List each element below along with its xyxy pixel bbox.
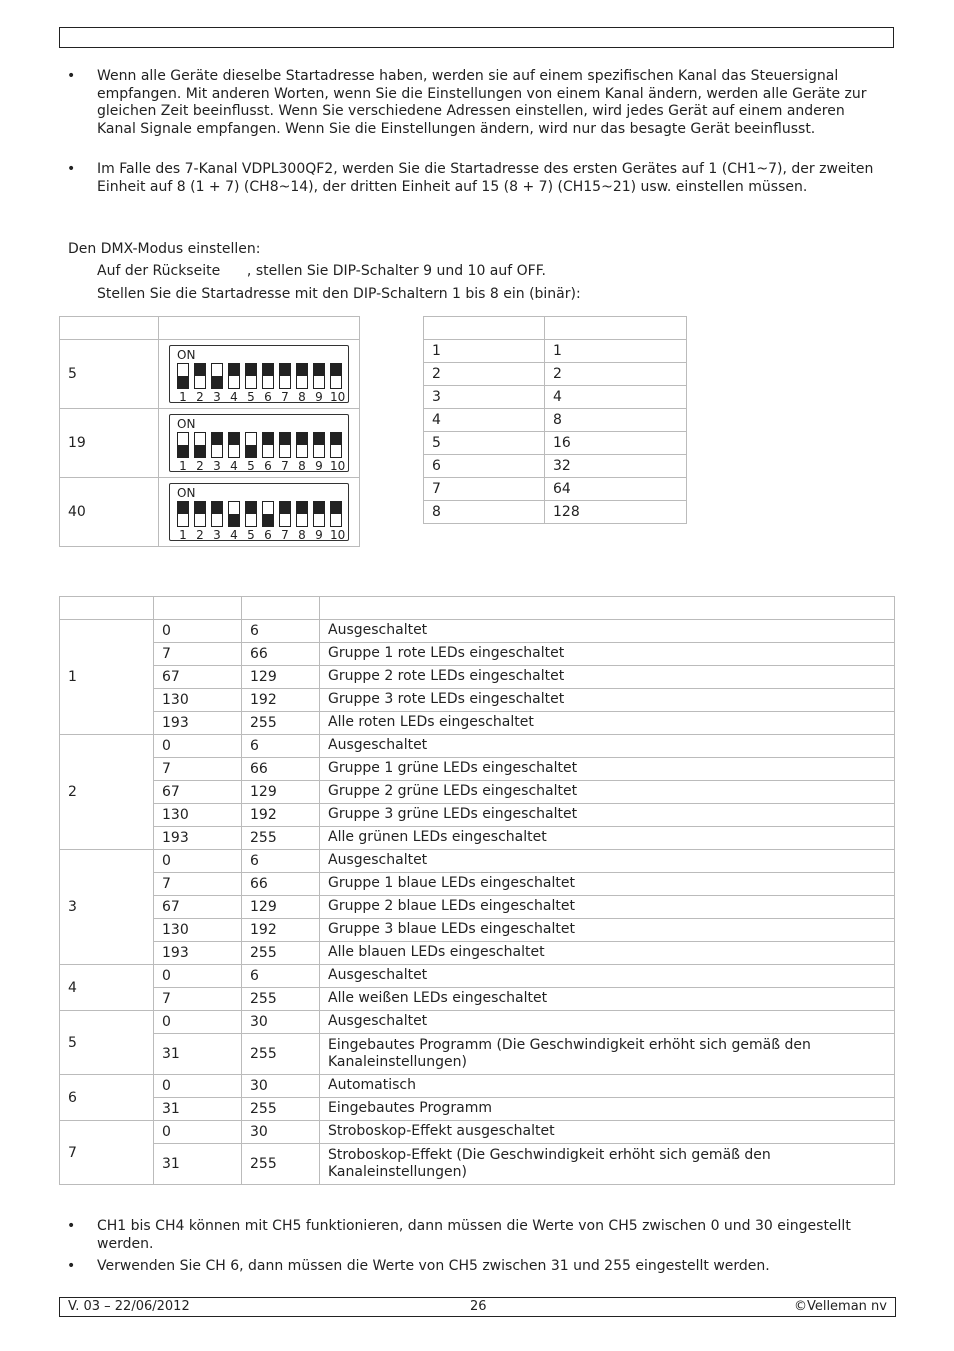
table-header-cell xyxy=(154,597,242,620)
table-header-cell xyxy=(242,597,320,620)
table-row xyxy=(424,501,687,524)
dip-switch-number: 4 xyxy=(230,459,238,473)
dip-switch xyxy=(262,363,274,389)
dip-switch-knob xyxy=(246,502,256,514)
switch-number-cell: 1 xyxy=(424,340,545,363)
dip-switch xyxy=(296,363,308,389)
table-row xyxy=(60,988,895,1011)
channel-cell: 5 xyxy=(60,1011,154,1075)
switch-value-cell: 128 xyxy=(545,501,687,524)
value-from-cell: 130 xyxy=(154,689,242,712)
table-row xyxy=(60,478,360,547)
bullet-icon: • xyxy=(67,1258,76,1274)
function-cell: Eingebautes Programm xyxy=(320,1098,895,1121)
dip-switch xyxy=(279,363,291,389)
dip-on-label: ON xyxy=(177,417,196,431)
dip-switch-number: 2 xyxy=(196,528,204,542)
table-row xyxy=(60,735,895,758)
dip-switch-number: 8 xyxy=(298,459,306,473)
dip-switch-knob xyxy=(246,364,256,376)
dip-switch-number: 2 xyxy=(196,390,204,404)
table-row xyxy=(424,455,687,478)
bullet-text: Verwenden Sie CH 6, dann müssen die Werte von CH5 zwischen 31 und 255 eingestellt werden. xyxy=(97,1258,770,1274)
value-to-cell: 192 xyxy=(242,804,320,827)
bullet-text: Wenn alle Geräte dieselbe Startadresse haben, werden sie auf einem spezifischen Kanal das Steuersignal empfangen. Mit anderen Worten, wenn Sie die Einstellungen von einem Kanal ändern, werden alle Geräte zur gleichen Zeit beeinflusst. Wenn Sie verschiedene Adressen einstellen, wird jedes Gerät auf einem anderen Kanal Signale empfangen. Wenn Sie die Einstellungen ändern, wird nur das besagte Gerät beeinflusst. xyxy=(97,68,867,137)
function-cell: Gruppe 2 grüne LEDs eingeschaltet xyxy=(320,781,895,804)
value-from-cell: 130 xyxy=(154,919,242,942)
dip-switch-number: 9 xyxy=(315,459,323,473)
value-from-cell: 0 xyxy=(154,965,242,988)
list-item xyxy=(59,161,879,196)
dip-switch xyxy=(211,432,223,458)
dip-switch-knob xyxy=(314,364,324,376)
switch-value-cell: 1 xyxy=(545,340,687,363)
value-from-cell: 0 xyxy=(154,1121,242,1144)
dip-switch-knob xyxy=(297,364,307,376)
table-row xyxy=(60,689,895,712)
switch-value-cell: 32 xyxy=(545,455,687,478)
dip-switch-knob xyxy=(263,364,273,376)
dip-switch-diagram xyxy=(169,345,349,403)
function-cell: Automatisch xyxy=(320,1075,895,1098)
function-cell: Gruppe 1 rote LEDs eingeschaltet xyxy=(320,643,895,666)
dip-cell xyxy=(159,478,360,547)
page-footer xyxy=(59,1297,896,1317)
dip-switch-knob xyxy=(212,376,222,388)
address-cell: 19 xyxy=(60,409,159,478)
dip-switch-knob xyxy=(212,502,222,514)
table-row xyxy=(60,643,895,666)
dip-switch xyxy=(330,501,342,527)
dip-switch-number: 3 xyxy=(213,528,221,542)
table-row xyxy=(60,1075,895,1098)
dip-switch-number: 3 xyxy=(213,459,221,473)
value-to-cell: 192 xyxy=(242,689,320,712)
dip-switch xyxy=(313,363,325,389)
list-item xyxy=(59,1218,879,1253)
table-row xyxy=(424,363,687,386)
bullet-text: Im Falle des 7-Kanal VDPL300QF2, werden Sie die Startadresse des ersten Gerätes auf 1 (CH1~7), der zweiten Einheit auf 8 (1 + 7) (CH8~14), der dritten Einheit auf 15 (8 + 7) (CH15~21) usw. einstellen müssen. xyxy=(97,161,874,195)
value-to-cell: 66 xyxy=(242,643,320,666)
dip-switch-number: 9 xyxy=(315,528,323,542)
bullet-icon: • xyxy=(67,68,76,84)
dmx-heading: Den DMX-Modus einstellen: xyxy=(68,241,261,257)
dip-on-label: ON xyxy=(177,348,196,362)
value-from-cell: 193 xyxy=(154,827,242,850)
dip-switch xyxy=(330,432,342,458)
value-to-cell: 192 xyxy=(242,919,320,942)
switch-value-cell: 64 xyxy=(545,478,687,501)
value-from-cell: 31 xyxy=(154,1034,242,1075)
value-to-cell: 255 xyxy=(242,827,320,850)
function-cell: Ausgeschaltet xyxy=(320,850,895,873)
value-to-cell: 255 xyxy=(242,1144,320,1185)
dip-switch-diagram xyxy=(169,414,349,472)
table-row xyxy=(424,478,687,501)
bullet-icon: • xyxy=(67,1218,76,1234)
dip-switch-knob xyxy=(195,445,205,457)
dip-switch-number: 8 xyxy=(298,390,306,404)
table-header-cell xyxy=(545,317,687,340)
dip-switch xyxy=(194,432,206,458)
dip-switch-number: 1 xyxy=(179,459,187,473)
dip-switch-knob xyxy=(263,514,273,526)
value-from-cell: 31 xyxy=(154,1144,242,1185)
dip-switch xyxy=(296,432,308,458)
value-to-cell: 255 xyxy=(242,1098,320,1121)
switch-number-cell: 2 xyxy=(424,363,545,386)
switch-number-cell: 7 xyxy=(424,478,545,501)
dip-switch-number: 7 xyxy=(281,390,289,404)
dip-switch-knob xyxy=(178,502,188,514)
footer-page-number: 26 xyxy=(470,1299,487,1314)
step-rear-panel: Auf der Rückseite , stellen Sie DIP-Schalter 9 und 10 auf OFF. xyxy=(97,263,546,279)
dip-switch-knob xyxy=(246,445,256,457)
dip-switch xyxy=(177,501,189,527)
dip-switch-number: 5 xyxy=(247,459,255,473)
function-cell: Gruppe 2 rote LEDs eingeschaltet xyxy=(320,666,895,689)
function-cell: Stroboskop-Effekt (Die Geschwindigkeit erhöht sich gemäß den Kanaleinstellungen) xyxy=(320,1144,895,1185)
table-row xyxy=(424,386,687,409)
value-from-cell: 7 xyxy=(154,988,242,1011)
dip-switch-number: 7 xyxy=(281,459,289,473)
dip-switch-number: 2 xyxy=(196,459,204,473)
dip-example-table xyxy=(59,316,360,547)
value-to-cell: 6 xyxy=(242,735,320,758)
switch-number-cell: 4 xyxy=(424,409,545,432)
table-row xyxy=(60,409,360,478)
table-row xyxy=(60,1011,895,1034)
value-to-cell: 66 xyxy=(242,873,320,896)
value-from-cell: 67 xyxy=(154,666,242,689)
table-row xyxy=(60,1098,895,1121)
dip-switch xyxy=(296,501,308,527)
channel-cell: 4 xyxy=(60,965,154,1011)
dip-switch-knob xyxy=(280,364,290,376)
dip-switch-number: 9 xyxy=(315,390,323,404)
function-cell: Gruppe 3 rote LEDs eingeschaltet xyxy=(320,689,895,712)
function-cell: Stroboskop-Effekt ausgeschaltet xyxy=(320,1121,895,1144)
value-to-cell: 30 xyxy=(242,1121,320,1144)
value-from-cell: 130 xyxy=(154,804,242,827)
value-to-cell: 6 xyxy=(242,965,320,988)
list-item xyxy=(59,68,879,138)
dip-switch-knob xyxy=(331,502,341,514)
value-to-cell: 30 xyxy=(242,1075,320,1098)
dip-switch xyxy=(279,432,291,458)
table-row xyxy=(60,804,895,827)
dmx-channel-table xyxy=(59,596,895,1185)
dip-switch xyxy=(211,501,223,527)
switch-value-cell: 4 xyxy=(545,386,687,409)
table-row xyxy=(60,781,895,804)
value-to-cell: 129 xyxy=(242,781,320,804)
value-to-cell: 6 xyxy=(242,850,320,873)
dip-switch-number: 4 xyxy=(230,528,238,542)
function-cell: Alle weißen LEDs eingeschaltet xyxy=(320,988,895,1011)
dip-switch-knob xyxy=(314,502,324,514)
function-cell: Ausgeschaltet xyxy=(320,735,895,758)
bullet-text: CH1 bis CH4 können mit CH5 funktionieren, dann müssen die Werte von CH5 zwischen 0 und 30 eingestellt werden. xyxy=(97,1218,851,1252)
dip-switch xyxy=(313,432,325,458)
dip-switch-number: 6 xyxy=(264,528,272,542)
table-row xyxy=(60,666,895,689)
dip-switch xyxy=(177,432,189,458)
table-row xyxy=(424,432,687,455)
page-header-box xyxy=(59,27,894,48)
value-from-cell: 193 xyxy=(154,942,242,965)
dip-switch-number: 5 xyxy=(247,390,255,404)
dip-switch-number: 8 xyxy=(298,528,306,542)
table-row xyxy=(60,965,895,988)
table-header-cell xyxy=(320,597,895,620)
function-cell: Alle blauen LEDs eingeschaltet xyxy=(320,942,895,965)
function-cell: Alle roten LEDs eingeschaltet xyxy=(320,712,895,735)
value-to-cell: 66 xyxy=(242,758,320,781)
dip-switch xyxy=(194,363,206,389)
dip-switch xyxy=(262,432,274,458)
function-cell: Gruppe 3 blaue LEDs eingeschaltet xyxy=(320,919,895,942)
dip-switch-number: 3 xyxy=(213,390,221,404)
value-from-cell: 193 xyxy=(154,712,242,735)
table-row xyxy=(60,919,895,942)
value-from-cell: 0 xyxy=(154,620,242,643)
table-row xyxy=(60,1144,895,1185)
dip-switch-knob xyxy=(229,514,239,526)
dip-switch-knob xyxy=(280,502,290,514)
value-to-cell: 255 xyxy=(242,1034,320,1075)
table-header-cell xyxy=(60,317,159,340)
dip-switch-number: 7 xyxy=(281,528,289,542)
dip-switch-number: 5 xyxy=(247,528,255,542)
bullet-icon: • xyxy=(67,161,76,177)
dip-cell xyxy=(159,409,360,478)
address-cell: 5 xyxy=(60,340,159,409)
list-item xyxy=(59,1258,879,1276)
channel-cell: 1 xyxy=(60,620,154,735)
table-header-cell xyxy=(60,597,154,620)
table-header-cell xyxy=(424,317,545,340)
dip-switch-number: 10 xyxy=(330,459,346,473)
function-cell: Alle grünen LEDs eingeschaltet xyxy=(320,827,895,850)
dip-switch xyxy=(211,363,223,389)
address-cell: 40 xyxy=(60,478,159,547)
dip-switch xyxy=(228,501,240,527)
channel-cell: 3 xyxy=(60,850,154,965)
function-cell: Ausgeschaltet xyxy=(320,965,895,988)
switch-number-cell: 5 xyxy=(424,432,545,455)
dip-switch-number: 10 xyxy=(330,390,346,404)
table-row xyxy=(60,850,895,873)
table-row xyxy=(60,620,895,643)
dip-switch-number: 1 xyxy=(179,390,187,404)
dip-switch-knob xyxy=(195,364,205,376)
function-cell: Gruppe 3 grüne LEDs eingeschaltet xyxy=(320,804,895,827)
dip-switch-knob xyxy=(195,502,205,514)
switch-value-table xyxy=(423,316,687,524)
value-from-cell: 67 xyxy=(154,896,242,919)
table-row xyxy=(60,712,895,735)
table-row xyxy=(60,942,895,965)
table-row xyxy=(60,1121,895,1144)
value-from-cell: 0 xyxy=(154,735,242,758)
dip-switch-knob xyxy=(178,445,188,457)
value-to-cell: 255 xyxy=(242,712,320,735)
channel-cell: 6 xyxy=(60,1075,154,1121)
dip-switch-number: 1 xyxy=(179,528,187,542)
function-cell: Ausgeschaltet xyxy=(320,1011,895,1034)
table-header-cell xyxy=(159,317,360,340)
value-to-cell: 129 xyxy=(242,896,320,919)
dip-switch-number: 10 xyxy=(330,528,346,542)
switch-number-cell: 3 xyxy=(424,386,545,409)
table-row xyxy=(424,340,687,363)
value-to-cell: 129 xyxy=(242,666,320,689)
dip-switch xyxy=(228,432,240,458)
value-from-cell: 0 xyxy=(154,1075,242,1098)
table-row xyxy=(60,758,895,781)
value-to-cell: 255 xyxy=(242,988,320,1011)
switch-value-cell: 2 xyxy=(545,363,687,386)
dip-switch xyxy=(330,363,342,389)
value-to-cell: 6 xyxy=(242,620,320,643)
value-from-cell: 7 xyxy=(154,758,242,781)
dip-switch xyxy=(262,501,274,527)
table-row xyxy=(60,827,895,850)
function-cell: Ausgeschaltet xyxy=(320,620,895,643)
dip-switch-knob xyxy=(331,433,341,445)
value-from-cell: 7 xyxy=(154,643,242,666)
dip-switch xyxy=(245,501,257,527)
value-from-cell: 0 xyxy=(154,850,242,873)
dip-switch-knob xyxy=(314,433,324,445)
table-row xyxy=(60,340,360,409)
channel-cell: 7 xyxy=(60,1121,154,1185)
step-start-address: Stellen Sie die Startadresse mit den DIP-Schaltern 1 bis 8 ein (binär): xyxy=(97,286,581,302)
dip-switch-knob xyxy=(212,433,222,445)
dip-switch-knob xyxy=(229,433,239,445)
dip-switch-knob xyxy=(178,376,188,388)
value-to-cell: 30 xyxy=(242,1011,320,1034)
value-from-cell: 0 xyxy=(154,1011,242,1034)
dip-switch xyxy=(177,363,189,389)
value-from-cell: 31 xyxy=(154,1098,242,1121)
function-cell: Gruppe 1 grüne LEDs eingeschaltet xyxy=(320,758,895,781)
table-row xyxy=(60,873,895,896)
value-to-cell: 255 xyxy=(242,942,320,965)
table-row xyxy=(60,1034,895,1075)
dip-switch-diagram xyxy=(169,483,349,541)
footer-brand: ©Velleman nv xyxy=(793,1299,887,1314)
function-cell: Gruppe 1 blaue LEDs eingeschaltet xyxy=(320,873,895,896)
table-row xyxy=(60,896,895,919)
dip-switch xyxy=(279,501,291,527)
switch-number-cell: 8 xyxy=(424,501,545,524)
dip-switch-knob xyxy=(297,433,307,445)
value-from-cell: 7 xyxy=(154,873,242,896)
function-cell: Gruppe 2 blaue LEDs eingeschaltet xyxy=(320,896,895,919)
dip-switch xyxy=(313,501,325,527)
dip-switch-knob xyxy=(297,502,307,514)
function-cell: Eingebautes Programm (Die Geschwindigkeit erhöht sich gemäß den Kanaleinstellungen) xyxy=(320,1034,895,1075)
switch-value-cell: 16 xyxy=(545,432,687,455)
dip-cell xyxy=(159,340,360,409)
channel-cell: 2 xyxy=(60,735,154,850)
footer-version: V. 03 – 22/06/2012 xyxy=(68,1299,190,1314)
switch-value-cell: 8 xyxy=(545,409,687,432)
dip-switch-number: 6 xyxy=(264,390,272,404)
dip-switch xyxy=(194,501,206,527)
dip-switch xyxy=(245,363,257,389)
dip-switch-number: 4 xyxy=(230,390,238,404)
dip-on-label: ON xyxy=(177,486,196,500)
dip-switch-knob xyxy=(229,364,239,376)
dip-switch-knob xyxy=(263,433,273,445)
dip-switch xyxy=(228,363,240,389)
switch-number-cell: 6 xyxy=(424,455,545,478)
table-row xyxy=(424,409,687,432)
dip-switch-knob xyxy=(331,364,341,376)
dip-switch-number: 6 xyxy=(264,459,272,473)
dip-switch xyxy=(245,432,257,458)
value-from-cell: 67 xyxy=(154,781,242,804)
dip-switch-knob xyxy=(280,433,290,445)
